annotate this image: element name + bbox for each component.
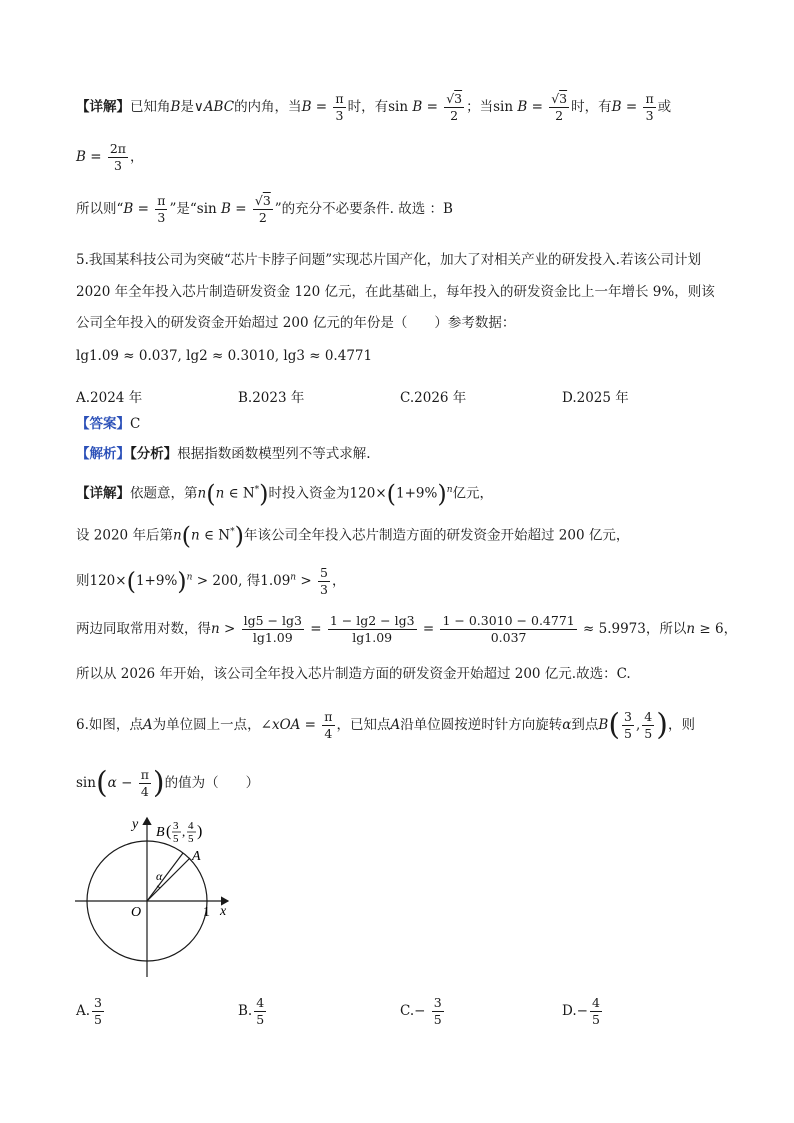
y-axis-label: y bbox=[132, 817, 139, 832]
q5-stem-line-3: 公司全年投入的研发资金开始超过 200 亿元的年份是（ ）参考数据： bbox=[76, 315, 516, 331]
point-a-label: A bbox=[192, 849, 201, 864]
x-axis-label: x bbox=[220, 904, 227, 919]
q5-option-b: B.2023 年 bbox=[238, 390, 305, 406]
q6-option-c: C.− $\frac{3}{5}$ bbox=[400, 995, 442, 1027]
q5-detail-line-4: 两边同取常用对数，得n > $\frac{\lg 5 - \lg 3}{\lg 1.09}$ = $\frac{1 - \lg 2 - \lg 3}{\lg 1.09}$ = $\frac{1 - 0.3010 - 0.4771}{0.037}$ ≈ 5.9973，所以n ≥ 6， bbox=[76, 613, 738, 645]
q5-detail-line-3: 则$120\times(1+9\%)^n > 200$, 得$1.09^n$ > $\frac{5}{3}$ ， bbox=[76, 565, 346, 597]
q5-answer: 【答案】C bbox=[76, 416, 141, 432]
q6-option-b: B. $\frac{4}{5}$ bbox=[238, 995, 265, 1027]
q5-option-a: A.2024 年 bbox=[76, 390, 143, 406]
q6-option-a: A. $\frac{3}{5}$ bbox=[76, 995, 102, 1027]
q5-detail-line-2: 设 2020 年后第n(n ∈ N*)年该公司全年投入芯片制造方面的研发资金开始超过 200 亿元， bbox=[76, 522, 630, 550]
svg-text:3: 3 bbox=[173, 820, 179, 832]
ray-ob bbox=[147, 853, 183, 901]
q4-detail-line-2: B = $\frac{2\pi}{3}$ ， bbox=[76, 141, 144, 173]
svg-text:4: 4 bbox=[188, 820, 194, 832]
svg-text:,: , bbox=[182, 824, 186, 839]
ray-oa bbox=[147, 858, 190, 901]
q6-option-d: D.− $\frac{4}{5}$ bbox=[562, 995, 600, 1027]
q4-detail-line-1: 【详解】已知角B是∨ABC的内角，当B = $\frac{\pi}{3}$ 时，有sin B = $\frac{√3}{2}$ ；当sin B = $\frac{√3}{2}$ 时，有B = $\frac{\pi}{3}$ 或 bbox=[76, 91, 672, 123]
q4-detail-line-3: 所以则“B = $\frac{\pi}{3}$ ”是“sin B = $\frac{√3}{2}$ ”的充分不必要条件. 故选 ：B bbox=[76, 193, 453, 225]
svg-text:(: ( bbox=[166, 823, 172, 840]
q5-stem-line-2: 2020 年全年投入芯片制造研发资金 120 亿元，在此基础上，每年投入的研发资金比上一年增长 9%，则该 bbox=[76, 284, 715, 300]
q5-detail-line-5: 所以从 2026 年开始，该公司全年投入芯片制造方面的研发资金开始超过 200 亿元.故选：C. bbox=[76, 666, 631, 682]
svg-text:5: 5 bbox=[173, 833, 179, 845]
q5-stem-line-1: 5.我国某科技公司为突破“芯片卡脖子问题”实现芯片国产化，加大了对相关产业的研发投入.若该公司计划 bbox=[76, 252, 701, 268]
triangle-abc: ∨ABC bbox=[193, 98, 235, 115]
origin-label: O bbox=[131, 905, 142, 920]
q5-reference-data: lg1.09 ≈ 0.037, lg2 ≈ 0.3010, lg3 ≈ 0.4771 bbox=[76, 348, 373, 364]
alpha-label: α bbox=[156, 869, 163, 883]
q5-option-d: D.2025 年 bbox=[562, 390, 629, 406]
q6-stem-line-1: 6.如图，点A为单位圆上一点，∠xOA = $\frac{\pi}{4}$ ，已知点A沿单位圆按逆时针方向旋转α到点B( $\frac{3}{5}$ , $\frac{4}{5}$ )，则 bbox=[76, 707, 695, 743]
point-b-label bbox=[156, 820, 202, 845]
svg-text:5: 5 bbox=[188, 833, 194, 845]
q5-detail-line-1: 【详解】依题意，第n(n ∈ N*)时投入资金为$120\times(1+9\%)^n$亿元， bbox=[76, 480, 494, 508]
svg-text:): ) bbox=[197, 823, 203, 840]
svg-text:B: B bbox=[156, 825, 165, 840]
q5-analysis: 【解析】【分析】根据指数函数模型列不等式求解. bbox=[76, 446, 371, 462]
one-label: 1 bbox=[203, 905, 210, 920]
q5-option-c: C.2026 年 bbox=[400, 390, 467, 406]
q6-stem-line-2: sin(α − $\frac{\pi}{4}$ )的值为（ ） bbox=[76, 765, 260, 801]
unit-circle-figure bbox=[70, 812, 250, 982]
